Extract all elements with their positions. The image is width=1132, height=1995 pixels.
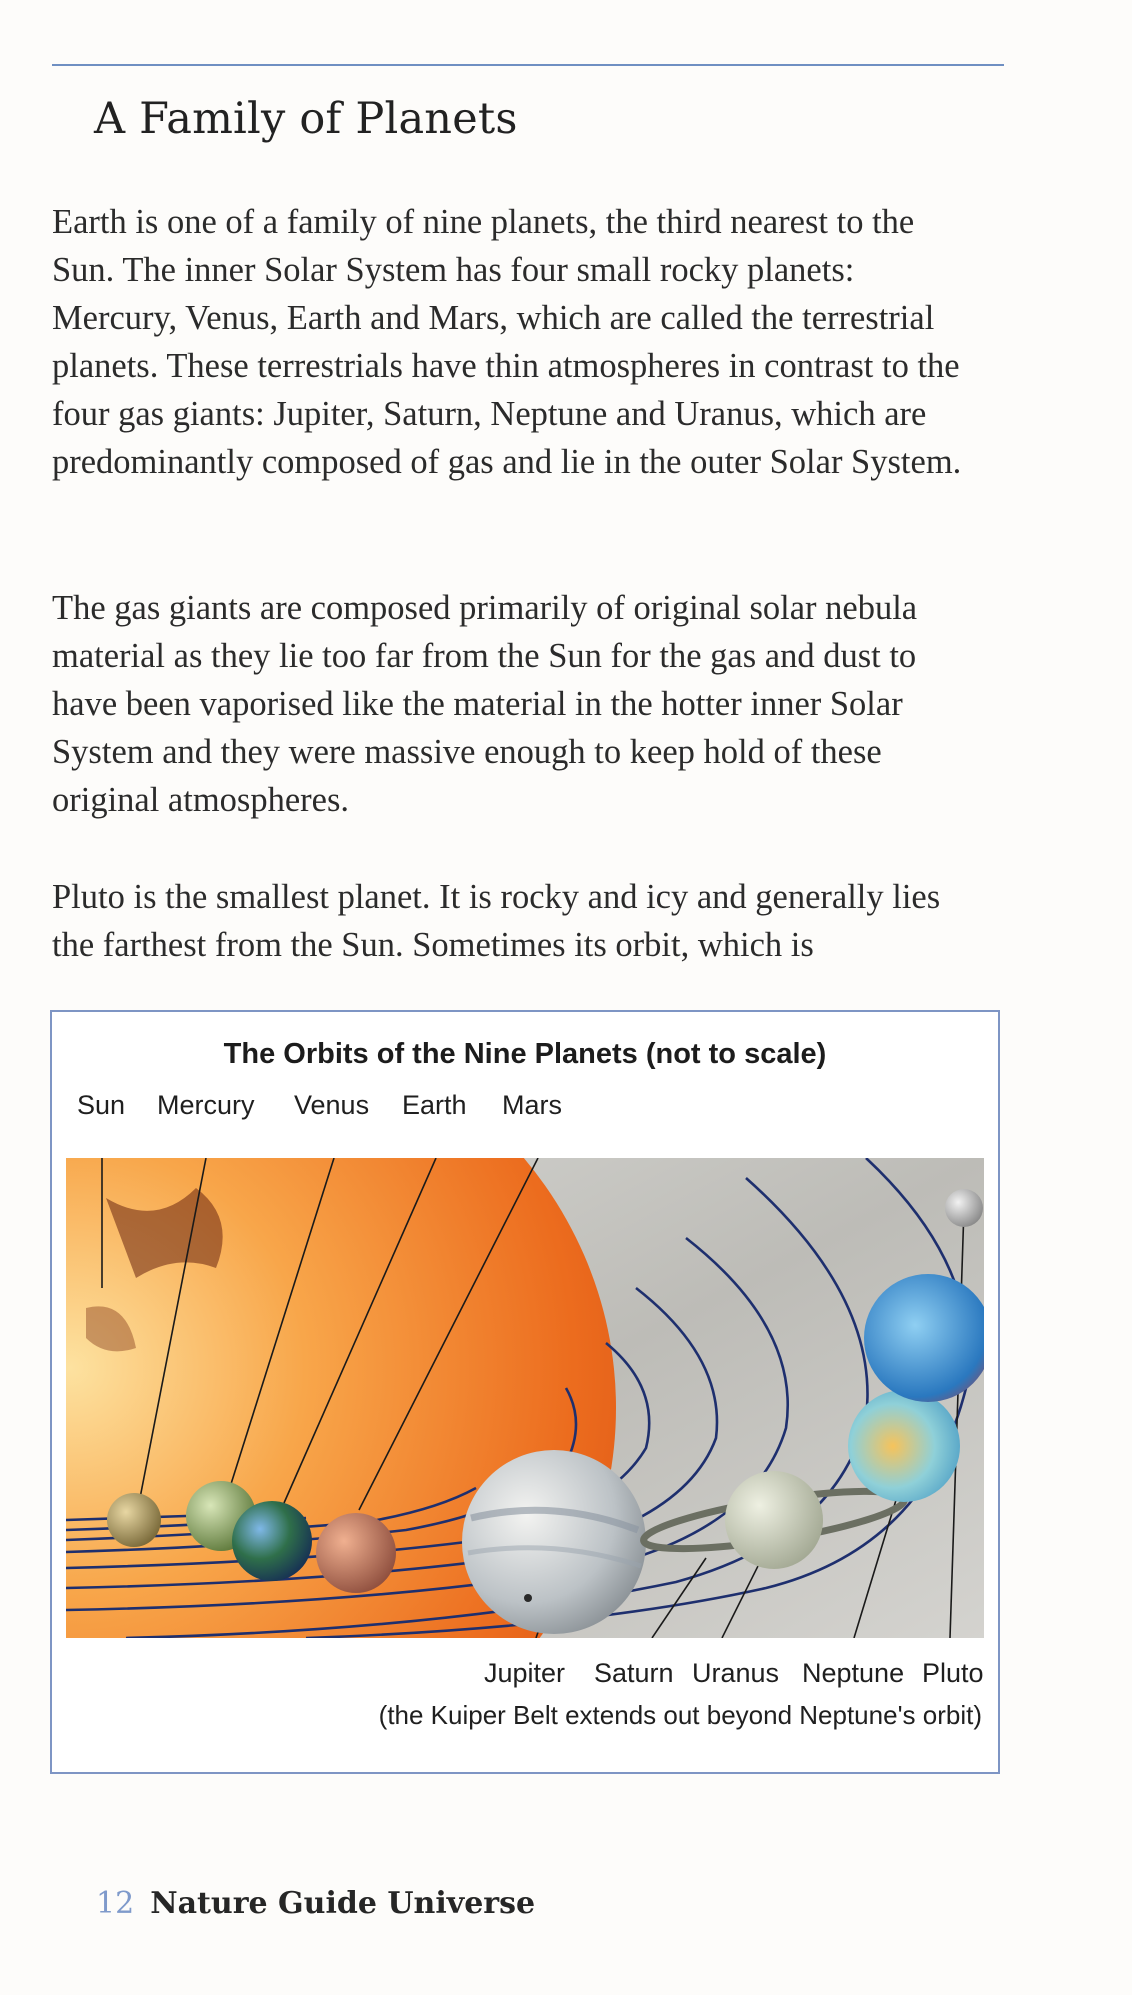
mars (316, 1513, 396, 1593)
paragraph-2: The gas giants are composed primarily of original solar nebula material as they lie too far from the Sun for the gas and dust to have been vaporised like the material in the hotter inner Solar System and they were massive enough to keep hold of these original atmospheres. (52, 589, 918, 819)
saturn (725, 1471, 823, 1569)
earth (232, 1501, 312, 1581)
label-mars: Mars (502, 1090, 562, 1120)
label-earth: Earth (402, 1090, 467, 1120)
figure-title: The Orbits of the Nine Planets (not to scale) (223, 1038, 827, 1070)
paragraph-3: Pluto is the smallest planet. It is rocky and icy and generally lies the farthest from the Sun. Sometimes its orbit, which is (52, 878, 941, 964)
section-heading: A Family of Planets (94, 94, 518, 144)
label-neptune: Neptune (802, 1658, 905, 1688)
mercury (107, 1493, 161, 1547)
jupiter (462, 1450, 646, 1634)
kuiper-belt-note: (the Kuiper Belt extends out beyond Neptune's orbit) (378, 1700, 982, 1730)
label-venus: Venus (294, 1090, 370, 1120)
paragraph-1: Earth is one of a family of nine planets, the third nearest to the Sun. The inner Solar System has four small rocky planets: Mercury, Venus, Earth and Mars, which are called the terrestrial planets. These terrestrials have thin atmospheres in contrast to the four gas giants: Jupiter, Saturn, Neptune and Uranus, which are predominantly composed of gas and lie in the outer Solar System. (52, 203, 962, 481)
orbit-figure (50, 1010, 1000, 1774)
top-rule (52, 64, 1004, 66)
page-number: 12 (96, 1886, 135, 1921)
label-uranus: Uranus (692, 1658, 780, 1688)
page-footer (96, 1886, 535, 1921)
label-saturn: Saturn (594, 1658, 674, 1688)
uranus (848, 1390, 960, 1502)
book-title: Nature Guide Universe (150, 1886, 536, 1921)
label-mercury: Mercury (157, 1090, 255, 1120)
pluto (945, 1189, 983, 1227)
label-sun: Sun (77, 1090, 126, 1120)
label-jupiter: Jupiter (484, 1658, 566, 1688)
label-pluto: Pluto (922, 1658, 984, 1688)
solar-system-illustration (66, 1158, 984, 1638)
